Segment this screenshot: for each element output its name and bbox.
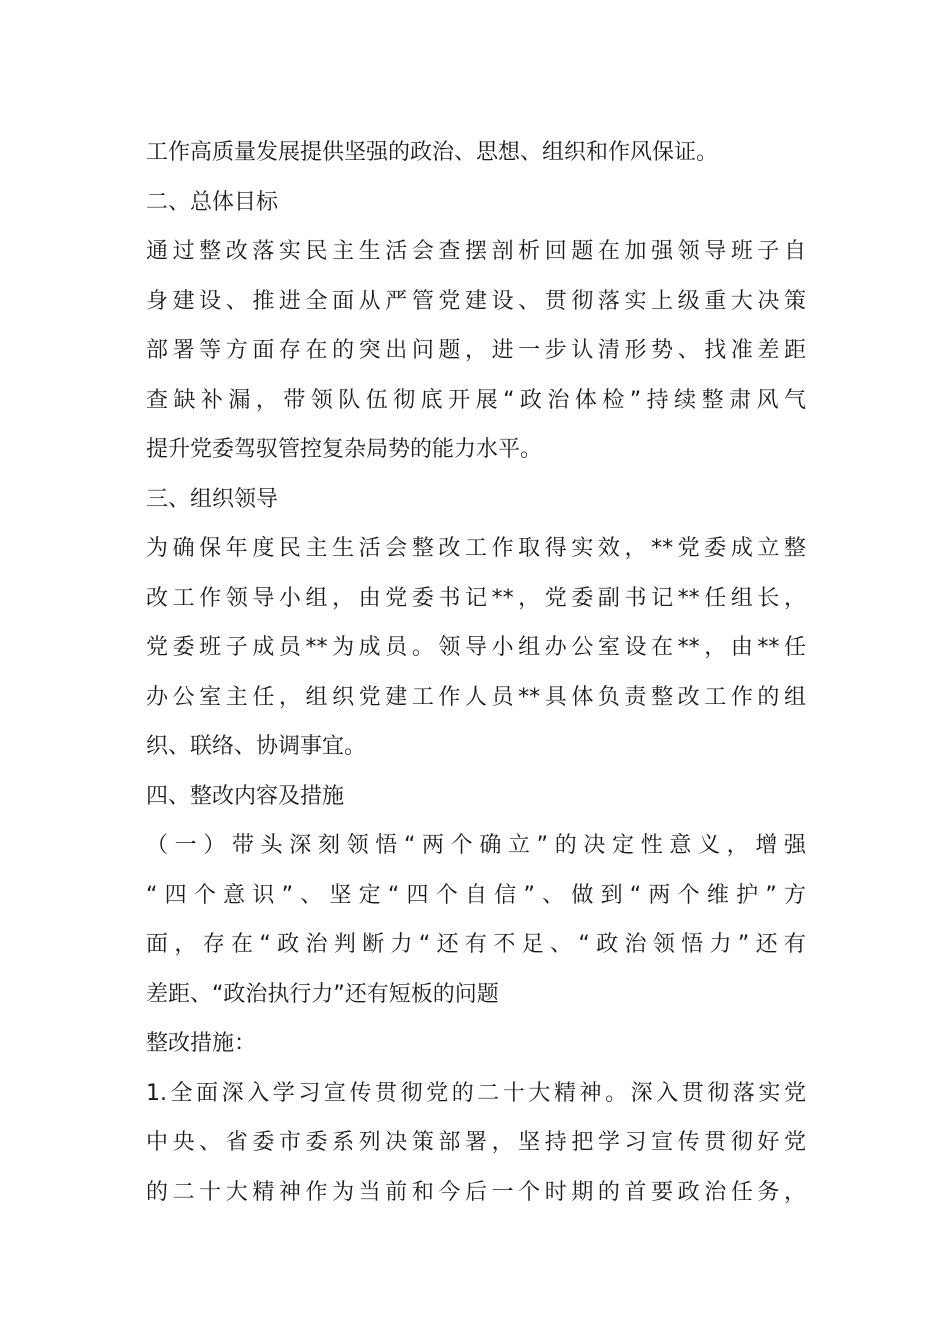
- body-line: 面，存在“政治判断力“还有不足、“政治领悟力”还有: [146, 932, 806, 957]
- section-heading-overall-goal: 二、总体目标: [146, 189, 279, 215]
- body-line: 部署等方面存在的突出问题，进一步认清形势、找准差距: [146, 338, 806, 363]
- section-heading-organization: 三、组织领导: [146, 486, 279, 512]
- subheading-measures: 整改措施：: [146, 1031, 257, 1056]
- body-line: 党委班子成员**为成员。领导小组办公室设在**，由**任: [146, 635, 806, 660]
- body-line: 办公室主任，组织党建工作人员**具体负责整改工作的组: [146, 684, 806, 710]
- body-line: 查缺补漏，带领队伍彻底开展“政治体检”持续整肃风气: [146, 387, 806, 413]
- body-line: 中央、省委市委系列决策部署，坚持把学习宣传贯彻好党: [146, 1130, 806, 1155]
- body-line: 改工作领导小组，由党委书记**，党委副书记**任组长，: [146, 585, 806, 611]
- section-heading-rectification: 四、整改内容及措施: [146, 783, 345, 809]
- body-line: 织、联络、协调事宜。: [146, 734, 367, 759]
- body-line: 差距、“政治执行力”还有短板的问题: [146, 981, 499, 1007]
- body-line: 提升党委驾驭管控复杂局势的能力水平。: [146, 437, 543, 462]
- body-line: 身建设、推进全面从严管党建设、贯彻落实上级重大决策: [146, 288, 806, 314]
- body-line: 工作高质量发展提供坚强的政治、思想、组织和作风保证。: [146, 140, 719, 165]
- body-line: 1.全面深入学习宣传贯彻党的二十大精神。深入贯彻落实党: [146, 1080, 806, 1106]
- document-body: [146, 128, 806, 1217]
- body-line: 为确保年度民主生活会整改工作取得实效，**党委成立整: [146, 536, 806, 561]
- body-line: （一）带头深刻领悟“两个确立”的决定性意义，增强: [146, 833, 806, 858]
- body-line: “四个意识”、坚定“四个自信”、做到“两个维护”方: [146, 882, 806, 908]
- body-line: 的二十大精神作为当前和今后一个时期的首要政治任务，: [146, 1179, 806, 1205]
- body-line: 通过整改落实民主生活会查摆剖析回题在加强领导班子自: [146, 239, 806, 264]
